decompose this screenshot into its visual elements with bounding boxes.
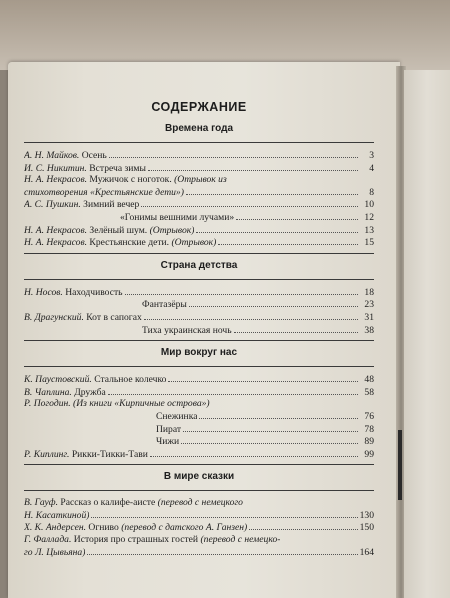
entry-title: Мужичок с ноготок. (87, 174, 172, 186)
page-number: 23 (364, 299, 374, 311)
page-number: 150 (359, 522, 374, 534)
entry-note: (Отрывок) (147, 224, 195, 236)
entry-title: Дружба (71, 386, 106, 398)
background-surface (0, 0, 450, 70)
dot-leader (189, 298, 358, 307)
entry-title: Пират (156, 423, 182, 435)
section-rule (24, 279, 374, 280)
toc-section-mir-vokrug-nas (24, 340, 374, 460)
section-rule (24, 490, 374, 491)
page-number: 3 (369, 150, 374, 161)
entry-author: И. С. Никитин. (24, 162, 87, 174)
entry-author: Х. К. Андерсен. (24, 522, 87, 534)
entry-title: Осень (79, 150, 107, 161)
entry-note: (перевод с немецкого (155, 497, 243, 509)
section-title: В мире сказки (163, 471, 235, 483)
entry-author: Н. Носов. (24, 286, 63, 298)
dot-leader (109, 149, 358, 158)
entry-title: Находчивость (62, 286, 123, 298)
entry-note: стихотворения «Крестьянские дети») (24, 186, 184, 198)
entry-title: Крестьянские дети. (87, 237, 170, 249)
toc-entry (24, 448, 374, 461)
entry-note: (Из книги «Кирпичные острова») (70, 398, 210, 410)
page-number: 15 (364, 237, 374, 249)
section-rule (24, 340, 374, 341)
page-number: 76 (364, 410, 374, 422)
page-title: СОДЕРЖАНИЕ (151, 100, 247, 114)
spine-mark (398, 430, 402, 500)
page-number: 4 (369, 162, 374, 174)
toc-entry (24, 423, 374, 436)
entry-title: Стальное колечко (91, 374, 167, 386)
entry-author: В. Гауф. (24, 497, 59, 509)
dot-leader (87, 546, 357, 555)
section-title: Страна детства (160, 259, 238, 271)
toc-entry (24, 410, 374, 423)
dot-leader (229, 174, 358, 182)
dot-leader (168, 373, 358, 382)
dot-leader (125, 286, 358, 295)
dot-leader (91, 509, 357, 518)
entry-note: Н. Касаткиной) (24, 509, 90, 521)
dot-leader (148, 162, 358, 171)
page-number: 164 (359, 546, 374, 558)
entry-author: Н. А. Некрасов. (24, 237, 88, 249)
toc-entry (24, 311, 374, 324)
entry-title: Зимний вечер (80, 199, 140, 211)
toc-section-vremena-goda (24, 123, 374, 249)
section-rule (24, 464, 374, 465)
toc-entry (24, 435, 374, 448)
page-number: 8 (369, 186, 374, 198)
page-number: 12 (364, 211, 374, 223)
entry-title: Огниво (86, 522, 119, 534)
entry-title: Кот в сапогах (83, 311, 142, 323)
toc-entry (24, 298, 374, 311)
dot-leader (212, 398, 358, 406)
page-number: 130 (359, 509, 374, 521)
dot-leader (108, 386, 358, 395)
page-number: 48 (364, 374, 374, 386)
toc-entry (24, 162, 374, 175)
entry-author: Р. Погодин. (24, 398, 71, 410)
entry-title: Чижи (156, 436, 180, 448)
page-number: 38 (364, 324, 374, 336)
section-title: Мир вокруг нас (160, 347, 238, 359)
section-rule (24, 142, 374, 143)
dot-leader (141, 198, 358, 207)
dot-leader (186, 186, 358, 195)
entry-title: «Гонимы вешними лучами» (120, 211, 235, 223)
toc-entry (24, 186, 374, 199)
entry-author: К. Паустовский. (24, 374, 92, 386)
entry-title: Тиха украинская ночь (142, 324, 232, 336)
entry-author: Н. А. Некрасов. (24, 224, 88, 236)
entry-author: В. Драгунский. (24, 311, 84, 323)
entry-note: (перевод с датского А. Ганзен) (118, 522, 248, 534)
page-number: 13 (364, 224, 374, 236)
table-of-contents (24, 100, 374, 562)
toc-entry (24, 386, 374, 399)
entry-note: го Л. Цывьяна) (24, 546, 86, 558)
entry-title: История про страшных гостей (71, 534, 199, 546)
dot-leader (234, 324, 358, 333)
toc-entry (24, 398, 374, 410)
toc-entry (24, 497, 374, 509)
page-number: 18 (364, 286, 374, 298)
toc-entry (24, 534, 374, 546)
entry-title: Снежинка (156, 410, 198, 422)
entry-note: (Отрывок) (169, 237, 217, 249)
dot-leader (282, 534, 358, 542)
entry-title: Рассказ о калифе-аисте (58, 497, 156, 509)
dot-leader (183, 423, 358, 432)
toc-section-v-mire-skazki (24, 464, 374, 558)
toc-entry (24, 224, 374, 237)
entry-note: (перевод с немецко- (198, 534, 281, 546)
dot-leader (218, 236, 358, 245)
toc-entry (24, 373, 374, 386)
dot-leader (150, 448, 358, 457)
entry-note: (Отрывок из (171, 174, 227, 186)
toc-entry (24, 521, 374, 534)
toc-entry (24, 149, 374, 162)
entry-author: В. Чаплина. (24, 386, 72, 398)
toc-entry (24, 198, 374, 211)
toc-entry (24, 174, 374, 186)
entry-title: Рикки-Тикки-Тави (69, 448, 148, 460)
dot-leader (199, 410, 358, 419)
entry-author: А. Н. Майков. (24, 150, 80, 161)
section-rule (24, 366, 374, 367)
entry-title: Зелёный шум. (87, 224, 148, 236)
section-rule (24, 253, 374, 254)
entry-author: Н. А. Некрасов. (24, 174, 88, 186)
dot-leader (236, 211, 358, 220)
toc-entry (24, 509, 374, 522)
toc-entry (24, 324, 374, 337)
dot-leader (245, 497, 358, 505)
section-title: Времена года (164, 123, 234, 134)
toc-entry (24, 236, 374, 249)
toc-entry (24, 546, 374, 559)
dot-leader (181, 435, 358, 444)
toc-entry (24, 286, 374, 299)
entry-title: Фантазёры (142, 299, 187, 311)
page-number: 99 (364, 448, 374, 460)
book-page-right (404, 70, 450, 598)
page-number: 78 (364, 423, 374, 435)
dot-leader (249, 521, 357, 530)
toc-entry (24, 211, 374, 224)
dot-leader (196, 224, 358, 233)
page-number: 31 (364, 311, 374, 323)
page-number: 58 (364, 386, 374, 398)
page-number: 10 (364, 199, 374, 211)
dot-leader (144, 311, 358, 320)
entry-author: А. С. Пушкин. (24, 199, 81, 211)
page-number: 89 (364, 436, 374, 448)
entry-title: Встреча зимы (86, 162, 146, 174)
entry-author: Р. Киплинг. (24, 448, 70, 460)
entry-author: Г. Фаллада. (24, 534, 72, 546)
toc-section-strana-detstva (24, 253, 374, 336)
